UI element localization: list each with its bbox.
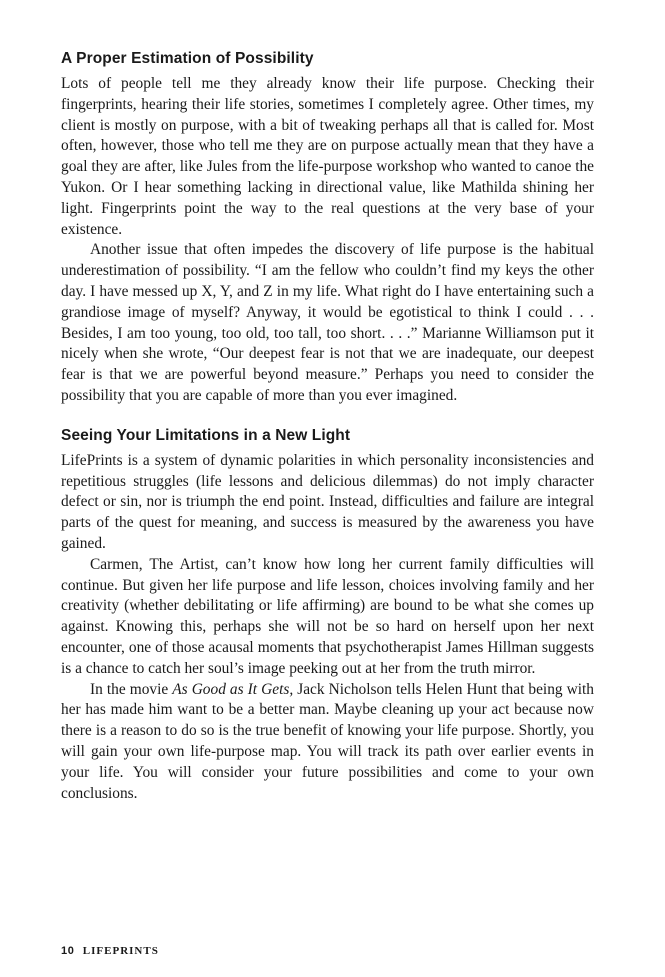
- running-head: LIFEPRINTS: [82, 945, 159, 957]
- movie-text-before: In the movie: [90, 680, 173, 698]
- paragraph-lifeprints-system: LifePrints is a system of dynamic polarities in which personality inconsistencies and repetitious struggles (life lessons and delicious dilemmas) do not imply character defect or sin, nor is triumph the end point. Instead, difficulties and failure are integral parts of the quest for meaning, and success is measured by the awareness you have gained.: [61, 451, 594, 552]
- page-footer: [61, 945, 159, 957]
- page-body: [61, 46, 594, 804]
- paragraph-life-purpose-fingerprints: Lots of people tell me they already know their life purpose. Checking their fingerprints, hearing their life stories, sometimes I completely agree. Other times, my client is mostly on purpose, with a bit of tweaking perhaps all that is called for. Most often, however, those who tell me they are on purpose actually mean that they have a goal they are after, like Jules from the life-purpose workshop who wanted to canoe the Yukon. Or I hear something lacking in directional value, like Mathilda shining her light. Fingerprints point the way to the real questions at the very base of your existence.: [61, 75, 594, 238]
- paragraph-underestimation: Another issue that often impedes the discovery of life purpose is the habitual underestimation of possibility. “I am the fellow who couldn’t find my keys the other day. I have messed up X, Y, and Z in my life. What right do I have entertaining such a grandiose image of myself? Anyway, it would be egotistical to think I could . . . Besides, I am too young, too old, too tall, too short. . . .” Marianne Williamson put it nicely when she wrote, “Our deepest fear is not that we are inadequate, our deepest fear is that we are powerful beyond measure.” Perhaps you need to consider the possibility that you are capable of more than you ever imagined.: [61, 241, 594, 404]
- paragraph-carmen: Carmen, The Artist, can’t know how long her current family difficulties will continue. But given her life purpose and life lesson, choices involving family and her creativity (whether debilitating or life affirming) are bound to be what she comes up against. Knowing this, perhaps she will not be so hard on herself upon her next encounter, one of those acausal moments that psychotherapist James Hillman suggests is a chance to catch her soul’s image peeking out at her from the truth mirror.: [61, 555, 594, 677]
- movie-title: As Good as It Gets,: [172, 680, 294, 698]
- paragraph-movie: [61, 680, 594, 805]
- movie-text-after: Jack Nicholson tells Helen Hunt that being with her has made him want to be a better man. Maybe cleaning up your act because now there is a reason to do so is the true benefit of knowing your life purpose. Shortly, you will gain your own life-purpose map. You will track its path over earlier events in your life. You will consider your future possibilities and come to your own conclusions.: [61, 680, 594, 802]
- section-heading-limitations: Seeing Your Limitations in a New Light: [61, 426, 351, 444]
- section-heading-estimation: A Proper Estimation of Possibility: [61, 50, 314, 67]
- page-number: 10: [61, 945, 75, 957]
